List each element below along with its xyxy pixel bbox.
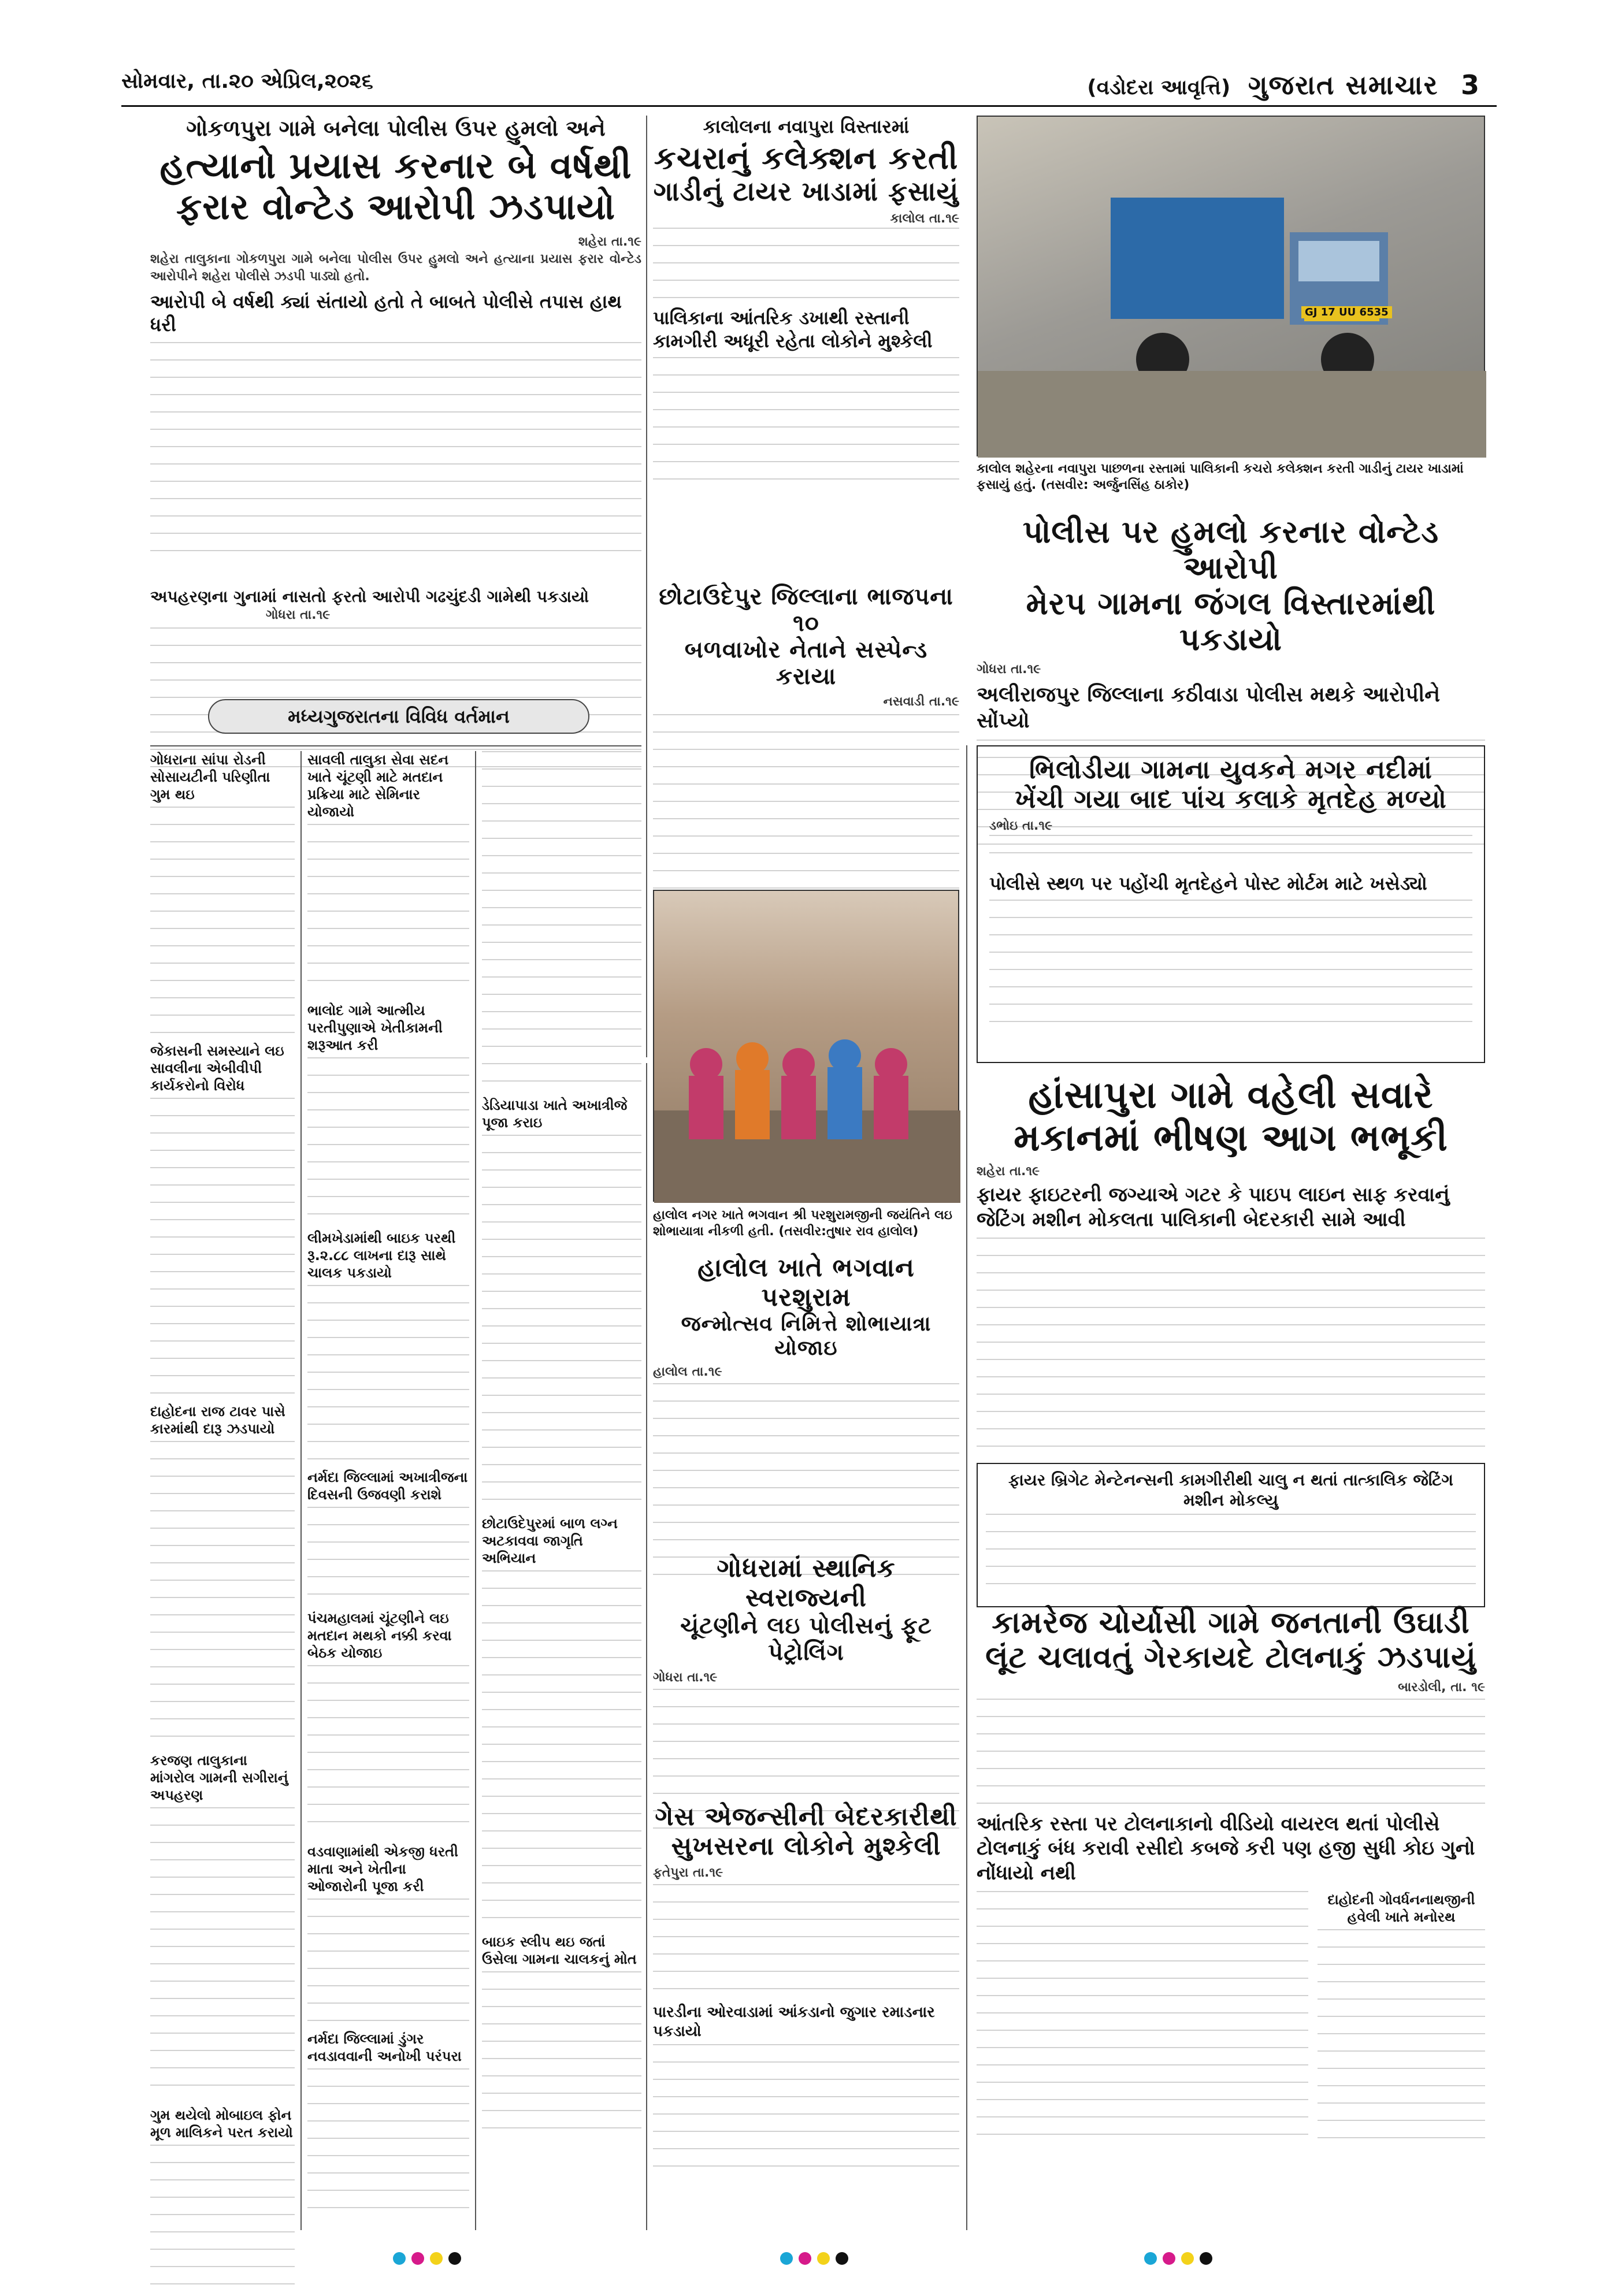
story-headline: છોટાઉદેપુર જિલ્લાના ભાજપના ૧૦ bbox=[659, 584, 953, 637]
article-body bbox=[977, 1238, 1485, 1457]
brief-headline: જેકાસની સમસ્યાને લઇ સાવલીના એબીવીપી કાર્યકરોનો વિરોધ bbox=[150, 1043, 284, 1094]
story-headline: બળવાખોર નેતાને સસ્પેન્ડ કરાયા bbox=[684, 637, 928, 690]
story-sukhsar-gas bbox=[653, 1803, 959, 2183]
dateline: કાલોલ તા.૧૯ bbox=[890, 211, 959, 226]
article-body bbox=[653, 1884, 959, 2000]
story-kicker: ગોકળપુરા ગામે બનેલા પોલીસ ઉપર હુમલો અને bbox=[186, 116, 606, 141]
article-body bbox=[307, 1057, 469, 1225]
dahod-haveli-brief bbox=[1318, 1891, 1485, 2145]
black-dot bbox=[836, 2252, 848, 2265]
photo-credit: (તસવીર: અર્જુનસિંહ ઠાકોર) bbox=[1040, 478, 1190, 492]
photo-credit: (તસવીર:તુષાર રાવ હાલોલ) bbox=[778, 1224, 919, 1239]
photo-caption bbox=[977, 461, 1485, 493]
article-body bbox=[150, 342, 641, 556]
story-subhead: ફાયર ફાઇટરની જગ્યાએ ગટર કે પાઇપ લાઇન સાફ કરવાનું જેટિંગ મશીન મોકલતા પાલિકાની બેદરકારી સામે આવી bbox=[977, 1183, 1450, 1231]
story-headline: જન્મોત્સવ નિમિત્તે શોભાયાત્રા યોજાઇ bbox=[681, 1312, 932, 1360]
story-headline: હાંસાપુરા ગામે વહેલી સવારે bbox=[1028, 1074, 1434, 1117]
color-registration-marks bbox=[1144, 2252, 1218, 2267]
mid-briefs-column bbox=[307, 751, 469, 2213]
article-body bbox=[482, 1971, 641, 2145]
story-headline: ખેંચી ગયા બાદ પાંચ કલાકે મૃતદેહ મળ્યો bbox=[1015, 784, 1447, 814]
article-body bbox=[989, 835, 1472, 870]
left-briefs-column bbox=[150, 751, 295, 2296]
brief-headline: છોટાઉદેપુરમાં બાળ લગ્ન અટકાવવા જાગૃતિ અભિયાન bbox=[482, 1515, 618, 1566]
story-halol-parshuram bbox=[653, 1254, 959, 1591]
article-body bbox=[653, 357, 959, 490]
article-body bbox=[150, 2145, 295, 2296]
article-body bbox=[986, 1514, 1476, 1600]
story-godhra-patrol bbox=[653, 1554, 959, 1833]
dateline: નસવાડી તા.૧૯ bbox=[883, 694, 959, 709]
brief-headline: લીમખેડામાંથી બાઇક પરથી રૂ.૨.૮૮ લાખના દારૂ સાથે ચાલક પકડાયો bbox=[307, 1230, 456, 1281]
license-plate: GJ 17 UU 6535 bbox=[1301, 306, 1392, 318]
story-headline: લૂંટ ચલાવતું ગેરકાયદે ટોલનાકું ઝડપાયું bbox=[985, 1640, 1476, 1675]
issue-date: સોમવાર, તા.૨૦ એપ્રિલ,૨૦૨૬ bbox=[121, 69, 373, 93]
cyan-dot bbox=[393, 2252, 406, 2265]
page-number: 3 bbox=[1460, 69, 1479, 101]
article-body bbox=[977, 1699, 1485, 1808]
procession-photo bbox=[653, 890, 959, 1202]
brief-headline: બાઇક સ્લીપ થઇ જતાં ઉસેલા ગામના ચાલકનું મોત bbox=[482, 1934, 637, 1967]
sidebar-headline: ફાયર બ્રિગેટ મેન્ટેનન્સની કામગીરીથી ચાલુ ન થતાં તાત્કાલિક જેટિંગ મશીન મોકલ્યુ bbox=[1008, 1470, 1453, 1510]
brief-headline: વડવાણામાંથી એકજી ધરતી માતા અને ખેતીના ઓજારોની પૂજા કરી bbox=[307, 1844, 458, 1894]
dateline: ફતેપુરા તા.૧૯ bbox=[653, 1866, 723, 1881]
story-columns bbox=[977, 1891, 1485, 2145]
brief-headline: ગોધરાના સાંપા રોડની સોસાયટીની પરિણીતા ગુમ થઇ bbox=[150, 752, 270, 803]
article-body bbox=[482, 1570, 641, 1929]
brief-headline: સાવલી તાલુકા સેવા સદન ખાતે ચૂંટણી માટે મતદાન પ્રક્રિયા માટે સેમિનાર યોજાયો bbox=[307, 752, 449, 820]
yellow-dot bbox=[1181, 2252, 1194, 2265]
brief-headline: નર્મદા જિલ્લામાં અખાત્રીજના દિવસની ઉજવણી કરાશે bbox=[307, 1469, 468, 1503]
story-headline: પોલીસ પર હુમલો કરનાર વોન્ટેડ આરોપી bbox=[1022, 514, 1439, 586]
dateline: ડભોઇ તા.૧૯ bbox=[989, 819, 1053, 834]
story-hansapura-fire bbox=[977, 1075, 1485, 1607]
story-headline: ચૂંટણીને લઇ પોલીસનું ફૂટ પેટ્રોલિંગ bbox=[680, 1613, 932, 1666]
article-body bbox=[307, 824, 469, 997]
story-headline: સુખસરના લોકોને મુશ્કેલી bbox=[671, 1831, 941, 1861]
story-headline: ભિલોડીયા ગામના યુવકને મગર નદીમાં bbox=[1029, 755, 1433, 785]
column-rule bbox=[646, 1063, 647, 2230]
column-rule bbox=[646, 116, 647, 1057]
story-headline: ગોધરામાં સ્થાનિક સ્વરાજ્યની bbox=[717, 1554, 896, 1613]
story-kalol-garbage bbox=[653, 116, 959, 490]
article-body bbox=[653, 2044, 959, 2183]
header-rule bbox=[121, 105, 1497, 107]
brief-headline: ગુમ થયેલો મોબાઇલ ફોન મૂળ માલિકને પરત કરાયો bbox=[150, 2107, 293, 2141]
story-subhead: આંતરિક રસ્તા પર ટોલનાકાનો વીડિયો વાયરલ થતાં પોલીસે ટોલનાકું બંધ કરાવી રસીદો કબજે કરી પણ હજી સુધી કોઇ ગુનો નોંધાયો નથી bbox=[977, 1812, 1475, 1885]
brief-headline: દાહોદના રાજ ટાવર પાસે કારમાંથી દારૂ ઝડપાયો bbox=[150, 1403, 285, 1437]
article-body bbox=[989, 900, 1472, 1032]
column-rule bbox=[300, 751, 302, 2230]
brand-logo: ગુજરાત સમાચાર bbox=[1248, 69, 1439, 101]
story-gokalpura bbox=[150, 116, 641, 556]
magenta-dot bbox=[799, 2252, 811, 2265]
story-headline: કચરાનું કલેક્શન કરતી bbox=[654, 140, 959, 176]
story-bhilodiya-crocodile bbox=[977, 745, 1485, 1063]
article-body bbox=[307, 1665, 469, 1838]
story-headline: ગેસ એજન્સીની બેદરકારીથી bbox=[655, 1802, 958, 1831]
section-heading: મધ્યગુજરાતના વિવિધ વર્તમાન bbox=[208, 699, 589, 734]
story-kicker: કાલોલના નવાપુરા વિસ્તારમાં bbox=[703, 116, 910, 138]
caption-text: કાલોલ શહેરના નવાપુરા પાછળના રસ્તામાં પાલિકાની કચરો કલેક્શન કરતી ગાડીનું ટાયર ખાડામાં ફસાયું હતું. bbox=[977, 462, 1464, 492]
brief-headline: કરજણ તાલુકાના માંગરોલ ગામની સગીરાનું અપહરણ bbox=[150, 1752, 288, 1803]
magenta-dot bbox=[411, 2252, 424, 2265]
dateline: ગોધરા તા.૧૯ bbox=[266, 608, 331, 622]
dateline: બારડોલી, તા. ૧૯ bbox=[1398, 1680, 1485, 1695]
cyan-dot bbox=[1144, 2252, 1157, 2265]
truck-illustration bbox=[978, 117, 1486, 458]
story-subhead: અપહરણના ગુનામાં નાસતો ફરતો આરોપી ગઢચુંદડી ગામેથી પકડાયો bbox=[150, 587, 589, 606]
black-dot bbox=[1200, 2252, 1212, 2265]
story-headline: ફરાર વોન્ટેડ આરોપી ઝડપાયો bbox=[176, 185, 615, 228]
story-kamrej-toll bbox=[977, 1606, 1485, 2145]
brief-headline: ડેડિયાપાડા ખાતે અખાત્રીજે પૂજા કરાઇ bbox=[482, 1097, 628, 1131]
masthead bbox=[1087, 69, 1479, 102]
yellow-dot bbox=[430, 2252, 443, 2265]
yellow-dot bbox=[817, 2252, 830, 2265]
lead-paragraph: શહેરા તાલુકાના ગોકળપુરા ગામે બનેલા પોલીસ ઉપર હુમલો અને હત્યાના પ્રયાસ ફરાર વોન્ટેડ આરોપીને શહેરા પોલીસે ઝડપી પાડ્યો હતો. bbox=[150, 251, 641, 284]
color-registration-marks bbox=[780, 2252, 854, 2267]
column-rule bbox=[475, 751, 476, 2230]
article-body bbox=[1318, 1929, 1485, 2143]
article-body bbox=[150, 1441, 295, 1747]
section-rule bbox=[150, 745, 641, 746]
dateline: હાલોલ તા.૧૯ bbox=[653, 1364, 722, 1379]
brief-headline: ભાલોદ ગામે આત્મીય પરતીપુણાએ ખેતીકામની શરૂઆત કરી bbox=[307, 1002, 443, 1053]
color-registration-marks bbox=[393, 2252, 467, 2267]
magenta-dot bbox=[1163, 2252, 1175, 2265]
article-body bbox=[150, 807, 295, 1038]
story-subhead: પાલિકાના આંતરિક ડખાથી રસ્તાની કામગીરી અધૂરી રહેતા લોકોને મુશ્કેલી bbox=[653, 306, 933, 352]
article-body bbox=[482, 1135, 641, 1510]
article-body bbox=[150, 1098, 295, 1398]
dateline: શહેરા તા.૧૯ bbox=[578, 234, 641, 249]
story-subhead: પારડીના ઓરવાડામાં આંકડાનો જુગાર રમાડનાર પકડાયો bbox=[653, 2004, 935, 2040]
brief-headline: દાહોદની ગોવર્ધનનાથજીની હવેલી ખાતે મનોરથ bbox=[1327, 1892, 1475, 1926]
mid2-briefs-column bbox=[482, 751, 641, 2145]
article-body bbox=[307, 1507, 469, 1605]
dateline: ગોધરા તા.૧૯ bbox=[977, 662, 1041, 677]
caption-text: હાલોલ નગર ખાતે ભગવાન શ્રી પરશુરામજીની જયંતિને લઇ શોભાયાત્રા નીકળી હતી. bbox=[653, 1208, 952, 1239]
article-body bbox=[653, 228, 959, 303]
dateline: શહેરા તા.૧૯ bbox=[977, 1164, 1040, 1179]
column-rule bbox=[966, 745, 967, 2230]
story-subhead: આરોપી બે વર્ષથી ક્યાં સંતાયો હતો તે બાબતે પોલીસે તપાસ હાથ ધરી bbox=[150, 290, 622, 336]
story-headline: મકાનમાં ભીષણ આગ ભભૂકી bbox=[1014, 1116, 1448, 1160]
cyan-dot bbox=[780, 2252, 793, 2265]
article-body bbox=[307, 1285, 469, 1464]
crowd-illustration bbox=[654, 891, 960, 1203]
dateline: ગોધરા તા.૧૯ bbox=[653, 1670, 718, 1685]
article-body bbox=[150, 1807, 295, 2102]
article-body bbox=[307, 2068, 469, 2213]
article-body bbox=[977, 1891, 1308, 2145]
fire-sidebar-box bbox=[977, 1463, 1485, 1607]
story-subhead: અલીરાજપુર જિલ્લાના કઠીવાડા પોલીસ મથકે આરોપીને સોંપ્યો bbox=[977, 683, 1441, 733]
truck-photo bbox=[977, 116, 1485, 456]
black-dot bbox=[448, 2252, 461, 2265]
brief-headline: નર્મદા જિલ્લામાં ડુંગર નવડાવવાની અનોખી પરંપરા bbox=[307, 2031, 462, 2064]
brief-headline: પંચમહાલમાં ચૂંટણીને લઇ મતદાન મથકો નક્કી કરવા બેઠક યોજાઇ bbox=[307, 1610, 452, 1661]
story-headline: હાલોલ ખાતે ભગવાન પરશુરામ bbox=[697, 1253, 915, 1312]
story-headline: કામરેજ ચોર્યાસી ગામે જનતાની ઉઘાડી bbox=[992, 1606, 1470, 1640]
story-subhead: પોલીસે સ્થળ પર પહોંચી મૃતદેહને પોસ્ટ મોર્ટમ માટે ખસેડ્યો bbox=[989, 872, 1427, 895]
story-headline: ગાડીનું ટાયર ખાડામાં ફસાયું bbox=[653, 176, 959, 207]
story-godhra-kidnap bbox=[150, 586, 641, 778]
story-headline: હત્યાનો પ્રયાસ કરનાર બે વર્ષથી bbox=[159, 144, 632, 187]
story-headline: મેરપ ગામના જંગલ વિસ્તારમાંથી પકડાયો bbox=[1026, 585, 1436, 658]
photo-caption bbox=[653, 1208, 959, 1240]
article-body bbox=[307, 1899, 469, 2026]
edition-label: (વડોદરા આવૃત્તિ) bbox=[1087, 76, 1231, 99]
article-body bbox=[482, 751, 641, 1092]
